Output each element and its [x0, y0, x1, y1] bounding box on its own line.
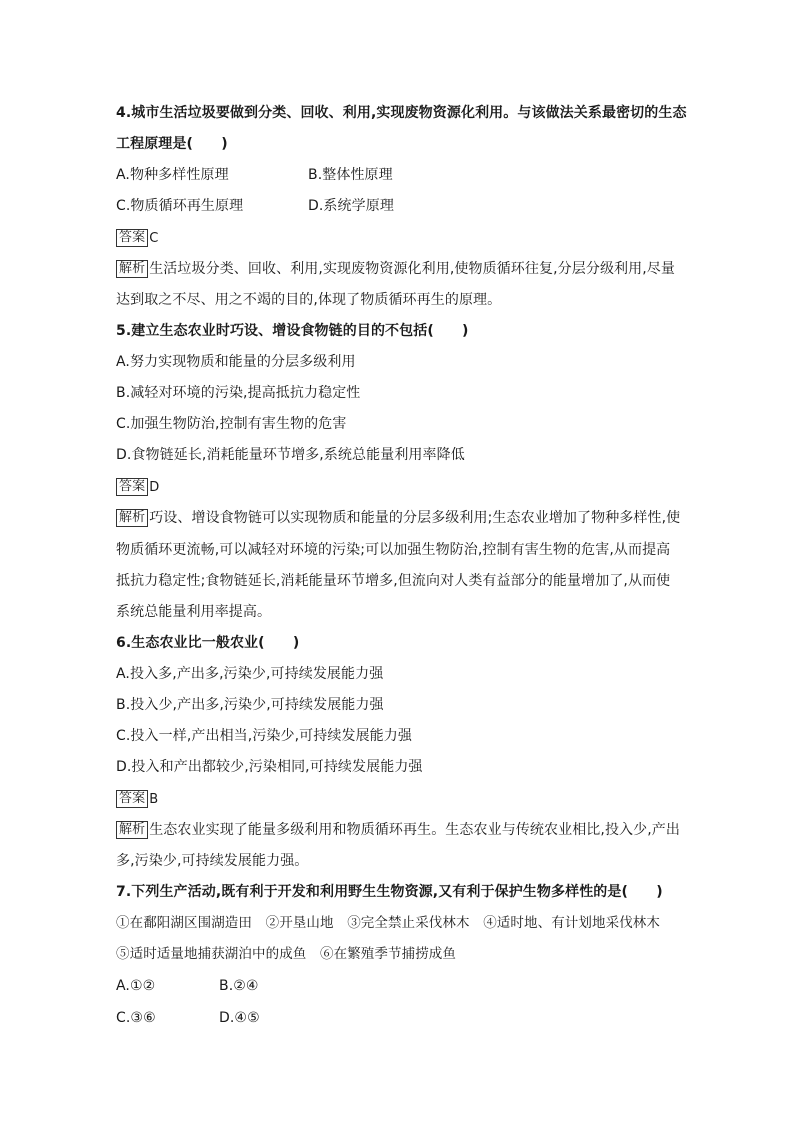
question-7-options-row1	[116, 976, 686, 996]
analysis-text: 生活垃圾分类、回收、利用,实现废物资源化利用,使物质循环往复,分层分级利用,尽量	[149, 261, 676, 277]
question-6-stem: 6.生态农业比一般农业( )	[116, 635, 300, 651]
question-6-analysis-line2: 多,污染少,可持续发展能力强。	[116, 853, 309, 869]
question-4-analysis-line2: 达到取之不尽、用之不竭的目的,体现了物质循环再生的原理。	[116, 292, 502, 308]
question-5-option-d: D.食物链延长,消耗能量环节增多,系统总能量利用率降低	[116, 447, 465, 463]
question-5-analysis-line4: 系统总能量利用率提高。	[116, 604, 272, 620]
answer-value: B	[149, 792, 159, 807]
question-5-analysis-line2: 物质循环更流畅,可以减轻对环境的污染;可以加强生物防治,控制有害生物的危害,从而提高	[116, 542, 671, 558]
question-6-option-c: C.投入一样,产出相当,污染少,可持续发展能力强	[116, 728, 412, 744]
question-4-analysis-line1	[116, 259, 686, 279]
analysis-tag: 解析	[116, 260, 148, 278]
option-c: C.物质循环再生原理	[116, 198, 244, 214]
option-d: D.④⑤	[219, 1010, 260, 1026]
answer-value: C	[149, 231, 159, 246]
question-5-option-c: C.加强生物防治,控制有害生物的危害	[116, 416, 347, 432]
question-6-option-d: D.投入和产出都较少,污染相同,可持续发展能力强	[116, 759, 423, 775]
analysis-text: 巧设、增设食物链可以实现物质和能量的分层多级利用;生态农业增加了物种多样性,使	[149, 510, 681, 526]
question-7-stem: 7.下列生产活动,既有利于开发和利用野生生物资源,又有利于保护生物多样性的是( )	[116, 884, 663, 900]
option-c: C.③⑥	[116, 1010, 156, 1026]
option-b: B.整体性原理	[308, 167, 393, 183]
question-5-analysis-line3: 抵抗力稳定性;食物链延长,消耗能量环节增多,但流向对人类有益部分的能量增加了,从而使	[116, 573, 671, 589]
answer-tag: 答案	[116, 790, 148, 808]
answer-value: D	[149, 480, 160, 495]
option-a: A.物种多样性原理	[116, 167, 229, 183]
question-4-stem-line1: 4.城市生活垃圾要做到分类、回收、利用,实现废物资源化利用。与该做法关系最密切的生态	[116, 105, 687, 121]
analysis-text: 生态农业实现了能量多级利用和物质循环再生。生态农业与传统农业相比,投入少,产出	[149, 822, 681, 838]
question-5-analysis-line1	[116, 508, 686, 528]
analysis-tag: 解析	[116, 821, 148, 839]
option-d: D.系统学原理	[308, 198, 394, 214]
question-4-options-row1	[116, 165, 686, 185]
question-4-answer	[116, 228, 686, 248]
answer-tag: 答案	[116, 478, 148, 496]
question-6-option-b: B.投入少,产出多,污染少,可持续发展能力强	[116, 697, 384, 713]
analysis-tag: 解析	[116, 509, 148, 527]
option-b: B.②④	[219, 978, 259, 994]
question-7-items-line1: ①在鄱阳湖区围湖造田 ②开垦山地 ③完全禁止采伐林木 ④适时地、有计划地采伐林木	[116, 915, 660, 931]
question-6-answer	[116, 789, 686, 809]
question-4-stem-line2: 工程原理是( )	[116, 136, 228, 152]
question-4-options-row2	[116, 196, 686, 216]
question-5-option-b: B.减轻对环境的污染,提高抵抗力稳定性	[116, 385, 361, 401]
question-5-answer	[116, 477, 686, 497]
question-7-items-line2: ⑤适时适量地捕获湖泊中的成鱼 ⑥在繁殖季节捕捞成鱼	[116, 946, 456, 962]
question-5-option-a: A.努力实现物质和能量的分层多级利用	[116, 354, 356, 370]
question-6-option-a: A.投入多,产出多,污染少,可持续发展能力强	[116, 666, 384, 682]
question-5-stem: 5.建立生态农业时巧设、增设食物链的目的不包括( )	[116, 323, 469, 339]
answer-tag: 答案	[116, 229, 148, 247]
question-6-analysis-line1	[116, 820, 686, 840]
option-a: A.①②	[116, 978, 156, 994]
question-7-options-row2	[116, 1008, 686, 1028]
